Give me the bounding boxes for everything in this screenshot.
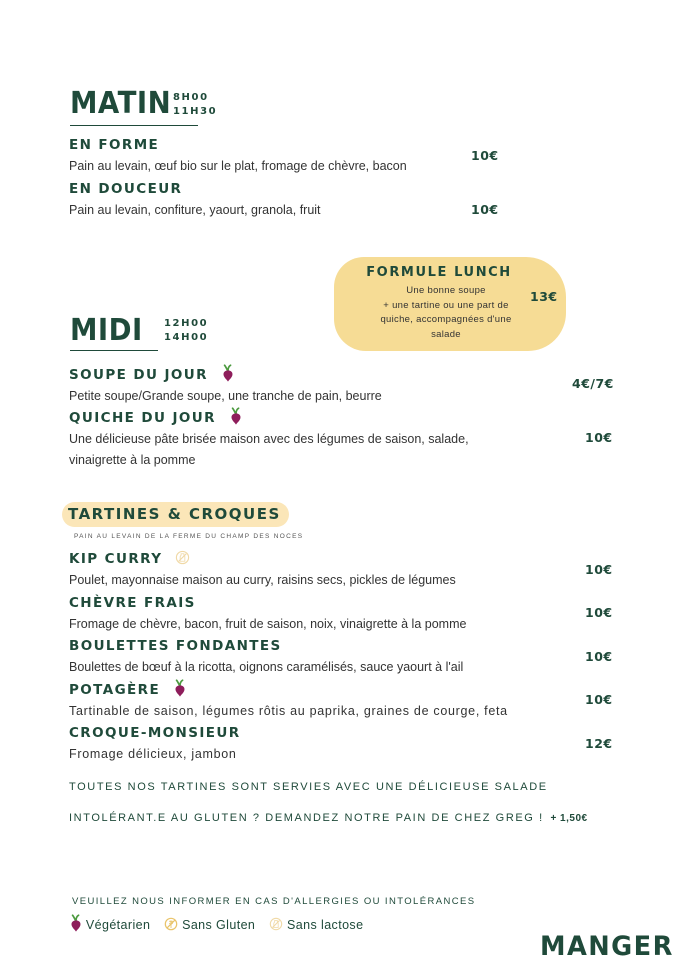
lunch-formula-title: FORMULE LUNCH xyxy=(366,265,512,280)
lunch-line: Une bonne soupe xyxy=(406,285,486,296)
menu-item-price: 10€ xyxy=(471,148,499,163)
midi-hours-end: 14H00 xyxy=(164,332,209,343)
menu-item-label: POTAGÈRE xyxy=(69,682,161,698)
menu-item-price: 10€ xyxy=(585,692,613,707)
menu-item-desc-line: Une délicieuse pâte brisée maison avec des légumes de saison, salade, xyxy=(69,432,469,446)
lunch-line: + une tartine ou une part de xyxy=(383,299,509,311)
menu-item-name: EN FORME xyxy=(69,137,160,153)
menu-item-name xyxy=(69,367,234,383)
salad-note: TOUTES NOS TARTINES SONT SERVIES AVEC UNE DÉLICIEUSE SALADE xyxy=(69,781,548,793)
menu-item-price: 4€/7€ xyxy=(572,376,614,391)
menu-item-name xyxy=(69,682,186,698)
menu-item-desc: Poulet, mayonnaise maison au curry, raisins secs, pickles de légumes xyxy=(69,573,456,587)
legend-vegetarian: Végétarien xyxy=(85,918,151,932)
menu-item-price: 10€ xyxy=(585,649,613,664)
menu-item-label: KIP CURRY xyxy=(69,551,163,567)
menu-item-price: 10€ xyxy=(585,562,613,577)
lunch-formula-desc xyxy=(349,284,543,342)
midi-underline xyxy=(70,350,158,351)
menu-item-desc: Fromage de chèvre, bacon, fruit de saison, noix, vinaigrette à la pomme xyxy=(69,617,467,631)
allergy-note: VEUILLEZ NOUS INFORMER EN CAS D'ALLERGIES OU INTOLÉRANCES xyxy=(72,896,476,907)
menu-item-name: BOULETTES FONDANTES xyxy=(69,638,282,654)
lunch-line: salade xyxy=(431,328,461,340)
menu-item-desc-line: vinaigrette à la pomme xyxy=(69,453,196,467)
menu-item-name: CROQUE-MONSIEUR xyxy=(69,725,241,741)
matin-hours-end: 11H30 xyxy=(173,106,218,117)
menu-item-desc xyxy=(69,429,469,471)
lactose-free-icon xyxy=(269,917,283,931)
gluten-note-price: + 1,50€ xyxy=(550,813,588,824)
legend-gluten-free: Sans Gluten xyxy=(182,918,256,932)
legend-lactose-free: Sans lactose xyxy=(287,918,364,932)
menu-item-price: 10€ xyxy=(585,605,613,620)
menu-item-desc: Pain au levain, œuf bio sur le plat, fromage de chèvre, bacon xyxy=(69,159,407,173)
brand-logo: MANGER xyxy=(540,931,674,962)
matin-title: MATIN xyxy=(70,86,172,121)
menu-item-name: EN DOUCEUR xyxy=(69,181,183,197)
matin-underline xyxy=(70,125,198,126)
menu-item-label: SOUPE DU JOUR xyxy=(69,367,208,383)
midi-hours-start: 12H00 xyxy=(164,318,209,329)
legend xyxy=(70,918,363,932)
menu-item-price: 10€ xyxy=(585,430,613,445)
matin-hours xyxy=(173,91,217,119)
beet-icon xyxy=(222,364,234,382)
midi-hours xyxy=(164,317,208,345)
tartines-subtitle: PAIN AU LEVAIN DE LA FERME DU CHAMP DES NOCES xyxy=(74,533,304,540)
menu-item-desc: Fromage délicieux, jambon xyxy=(69,747,237,761)
menu-item-desc: Petite soupe/Grande soupe, une tranche de pain, beurre xyxy=(69,389,382,403)
menu-item-name: CHÈVRE FRAIS xyxy=(69,595,196,611)
lunch-formula-price: 13€ xyxy=(530,289,558,304)
beet-icon xyxy=(230,407,242,425)
menu-item-price: 12€ xyxy=(585,736,613,751)
menu-item-price: 10€ xyxy=(471,202,499,217)
gluten-free-icon xyxy=(164,917,178,931)
beet-icon xyxy=(174,679,186,697)
lactose-free-icon xyxy=(175,550,190,565)
menu-item-name xyxy=(69,551,190,567)
gluten-note xyxy=(69,812,588,824)
matin-hours-start: 8H00 xyxy=(173,92,209,103)
midi-title: MIDI xyxy=(70,313,143,348)
menu-item-name xyxy=(69,410,242,426)
menu-item-desc: Boulettes de bœuf à la ricotta, oignons caramélisés, sauce yaourt à l'ail xyxy=(69,660,464,674)
beet-icon xyxy=(70,914,82,932)
lunch-line: quiche, accompagnées d'une xyxy=(380,314,512,325)
menu-item-label: QUICHE DU JOUR xyxy=(69,410,216,426)
tartines-title: TARTINES & CROQUES xyxy=(62,502,289,527)
gluten-note-text: INTOLÉRANT.E AU GLUTEN ? DEMANDEZ NOTRE PAIN DE CHEZ GREG ! xyxy=(69,812,544,824)
menu-item-desc: Tartinable de saison, légumes rôtis au paprika, graines de courge, feta xyxy=(69,704,508,718)
menu-item-desc: Pain au levain, confiture, yaourt, granola, fruit xyxy=(69,203,321,217)
